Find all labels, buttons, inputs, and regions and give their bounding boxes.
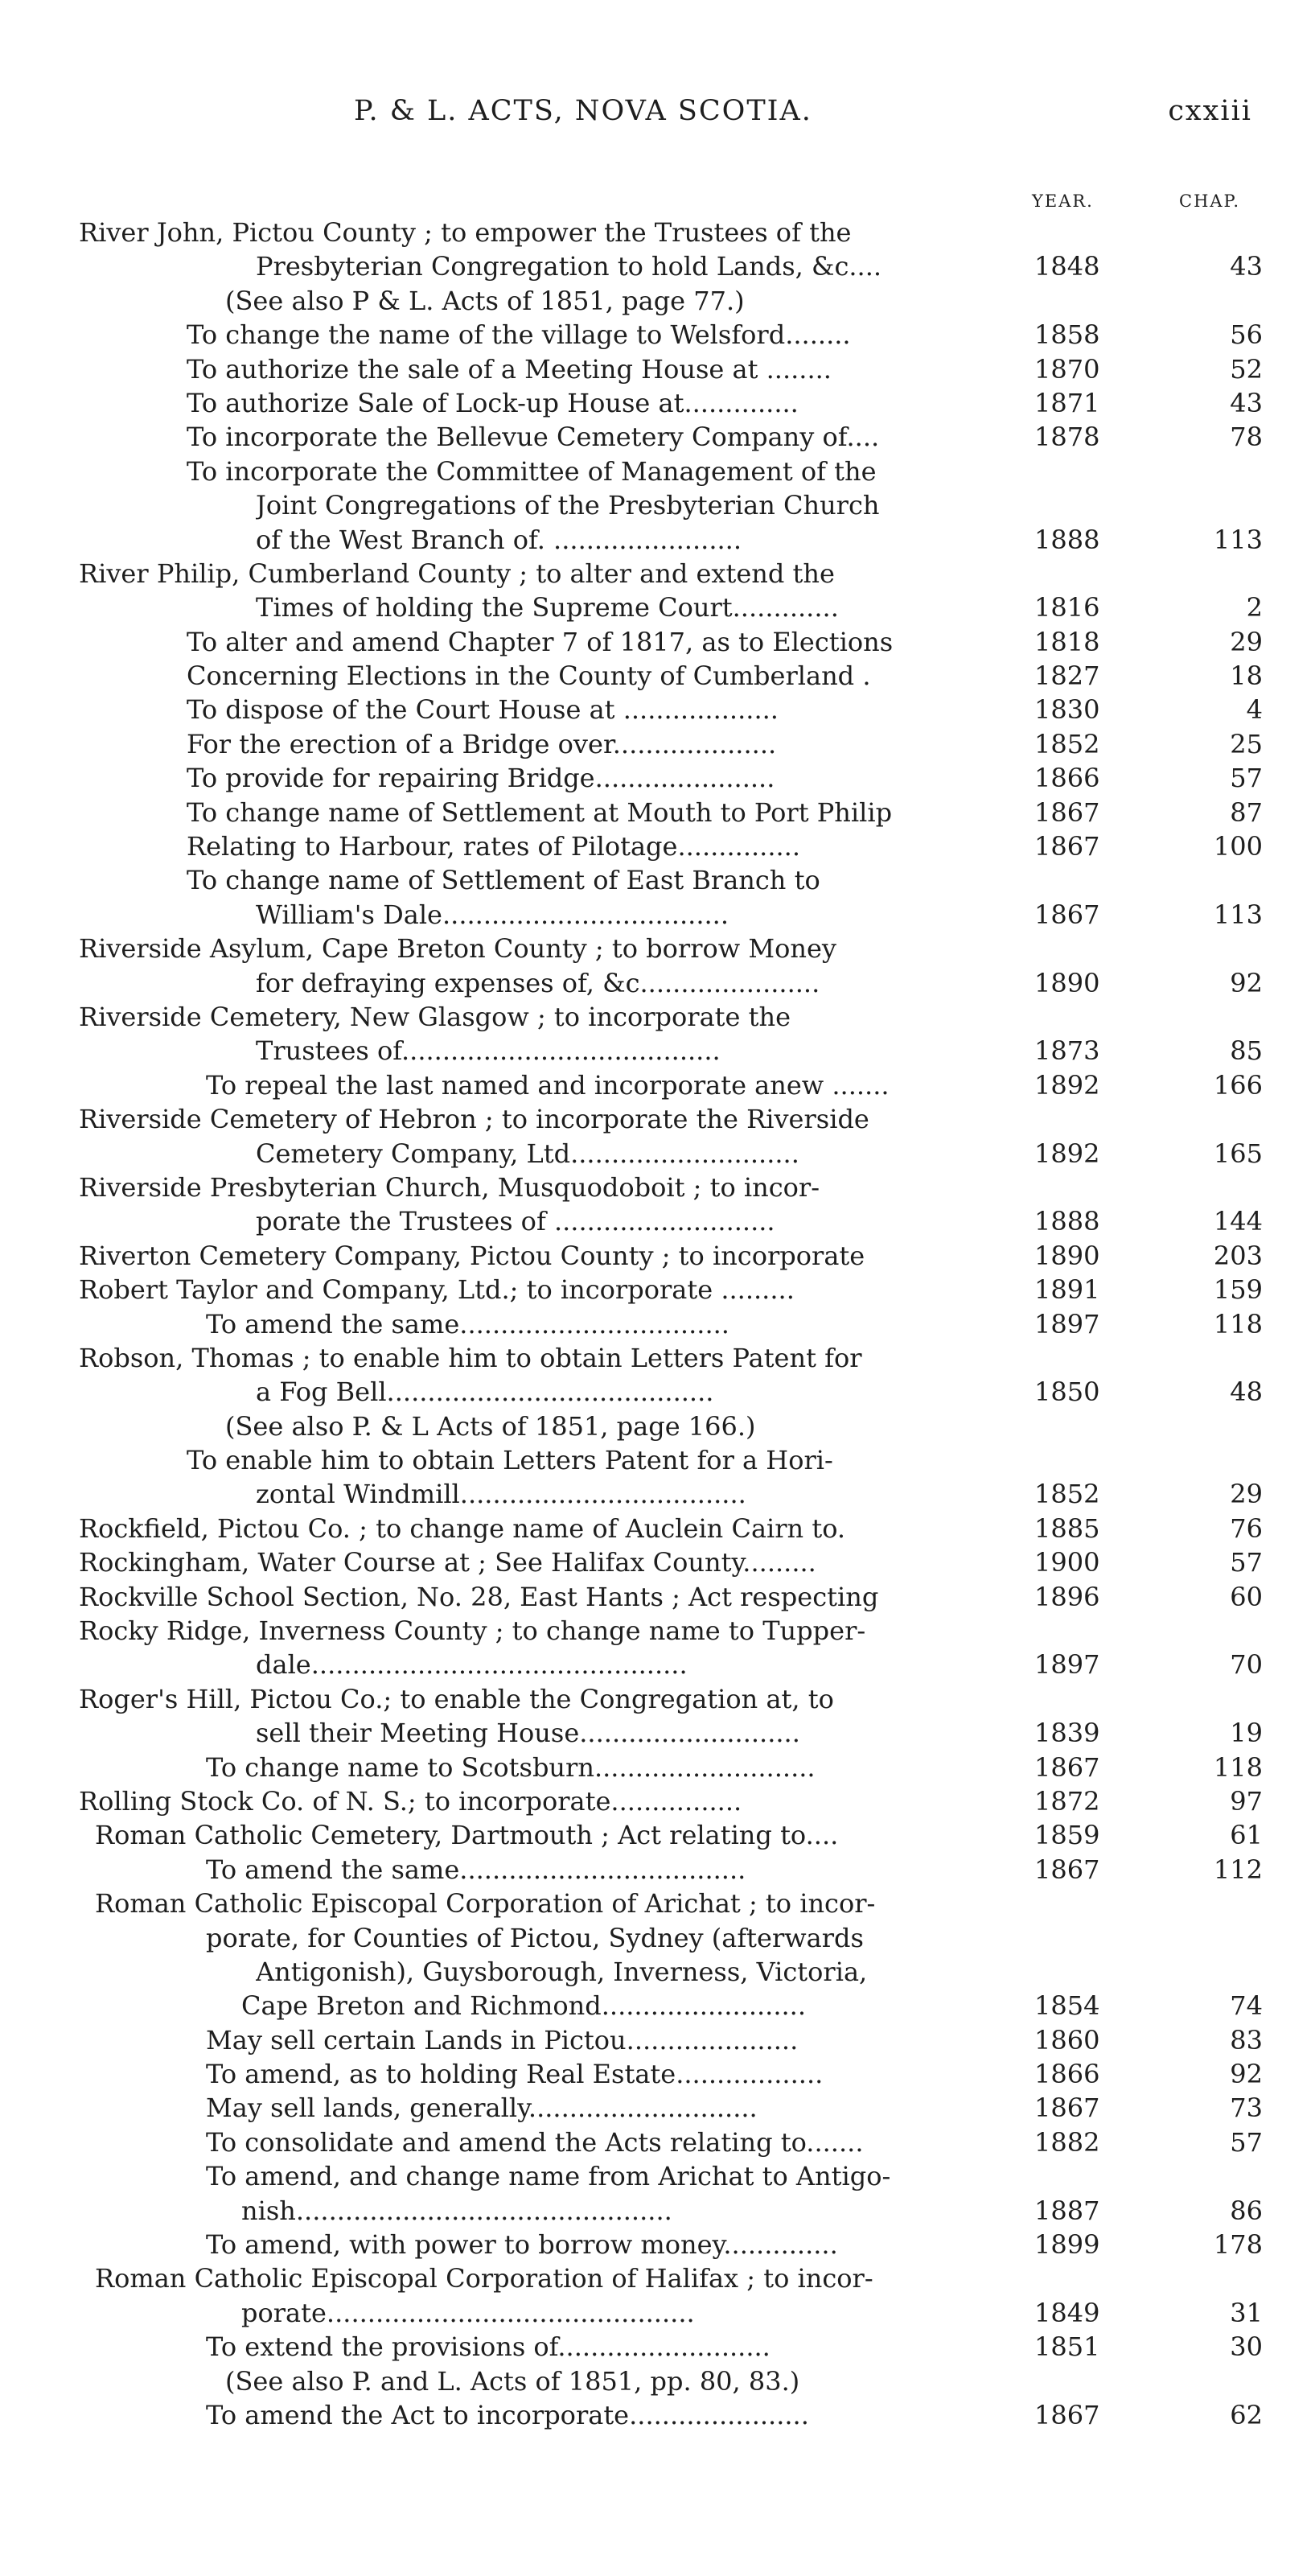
entry-text: Presbyterian Congregation to hold Lands, &c.... bbox=[256, 251, 882, 282]
index-line bbox=[0, 2296, 1315, 2330]
entry-chapter: 30 bbox=[1230, 2331, 1263, 2363]
entry-text: Times of holding the Supreme Court............. bbox=[256, 592, 839, 623]
index-line bbox=[0, 966, 1315, 1000]
entry-year: 1871 bbox=[1034, 387, 1100, 418]
entry-text: a Fog Bell........................................ bbox=[256, 1376, 714, 1408]
page-number: cxxiii bbox=[1168, 95, 1252, 127]
entry-chapter: 97 bbox=[1230, 1785, 1263, 1817]
entry-text: To amend the same................................. bbox=[206, 1308, 729, 1339]
index-line bbox=[0, 1171, 1315, 1204]
entry-text: Roman Catholic Episcopal Corporation of Arichat ; to incor- bbox=[95, 1888, 876, 1920]
entry-text: To amend the Act to incorporate...................... bbox=[206, 2400, 809, 2430]
entry-chapter: 74 bbox=[1230, 1990, 1263, 2022]
index-line bbox=[0, 420, 1315, 454]
index-line bbox=[0, 693, 1315, 726]
entry-text: To change name of Settlement of East Branch to bbox=[187, 865, 820, 896]
index-line bbox=[0, 1068, 1315, 1102]
entry-year: 1892 bbox=[1034, 1138, 1100, 1169]
entry-text: To authorize the sale of a Meeting House at ........ bbox=[187, 353, 832, 385]
index-line bbox=[0, 1989, 1315, 2023]
entry-text: nish.............................................. bbox=[241, 2195, 672, 2226]
index-line bbox=[0, 863, 1315, 897]
entry-text: Concerning Elections in the County of Cumberland . bbox=[187, 660, 871, 692]
entry-year: 1882 bbox=[1034, 2126, 1100, 2158]
entry-year: 1873 bbox=[1034, 1035, 1100, 1067]
index-entries bbox=[0, 216, 1315, 2432]
entry-text: Riverside Cemetery, New Glasgow ; to incorporate the bbox=[79, 1001, 791, 1032]
entry-text: porate, for Counties of Pictou, Sydney (afterwards bbox=[206, 1922, 864, 1953]
entry-text: (See also P & L. Acts of 1851, page 77.) bbox=[225, 285, 745, 316]
entry-text: zontal Windmill................................... bbox=[256, 1479, 746, 1510]
entry-text: To extend the provisions of.......................... bbox=[206, 2331, 771, 2363]
entry-chapter: 92 bbox=[1230, 967, 1263, 998]
index-line bbox=[0, 1307, 1315, 1341]
entry-chapter: 31 bbox=[1230, 2297, 1263, 2328]
entry-chapter: 29 bbox=[1230, 626, 1263, 657]
index-line bbox=[0, 352, 1315, 386]
index-line bbox=[0, 249, 1315, 283]
entry-chapter: 18 bbox=[1230, 660, 1263, 692]
index-line bbox=[0, 727, 1315, 761]
entry-chapter: 165 bbox=[1213, 1138, 1263, 1169]
index-line bbox=[0, 2057, 1315, 2091]
entry-text: To change name to Scotsburn........................... bbox=[206, 1751, 816, 1783]
entry-text: For the erection of a Bridge over.................... bbox=[187, 728, 777, 759]
index-line bbox=[0, 1545, 1315, 1579]
entry-year: 1888 bbox=[1034, 1206, 1100, 1237]
index-line bbox=[0, 284, 1315, 318]
entry-text: To amend, with power to borrow money.............. bbox=[206, 2229, 838, 2261]
entry-chapter: 57 bbox=[1230, 2126, 1263, 2158]
entry-year: 1850 bbox=[1034, 1376, 1100, 1408]
entry-text: To incorporate the Bellevue Cemetery Company of.... bbox=[187, 422, 880, 453]
entry-year: 1867 bbox=[1034, 831, 1100, 862]
entry-text: To authorize Sale of Lock-up House at.............. bbox=[187, 387, 799, 418]
entry-chapter: 78 bbox=[1230, 422, 1263, 453]
entry-chapter: 25 bbox=[1230, 728, 1263, 759]
entry-text: River John, Pictou County ; to empower the Trustees of the bbox=[79, 217, 852, 248]
index-line bbox=[0, 1784, 1315, 1818]
entry-chapter: 85 bbox=[1230, 1035, 1263, 1067]
entry-year: 1866 bbox=[1034, 763, 1100, 794]
index-line bbox=[0, 318, 1315, 352]
index-line bbox=[0, 1273, 1315, 1307]
entry-text: To change the name of the village to Welsford........ bbox=[187, 319, 851, 351]
entry-year: 1852 bbox=[1034, 1479, 1100, 1510]
index-line bbox=[0, 1204, 1315, 1238]
entry-text: To amend the same................................... bbox=[206, 1854, 746, 1885]
index-line bbox=[0, 1102, 1315, 1136]
entry-chapter: 60 bbox=[1230, 1581, 1263, 1612]
entry-chapter: 2 bbox=[1246, 592, 1263, 623]
entry-chapter: 112 bbox=[1213, 1854, 1263, 1885]
index-line bbox=[0, 1034, 1315, 1068]
entry-chapter: 57 bbox=[1230, 1547, 1263, 1578]
entry-year: 1896 bbox=[1034, 1581, 1100, 1612]
index-line bbox=[0, 1580, 1315, 1614]
index-line bbox=[0, 591, 1315, 624]
index-line bbox=[0, 2125, 1315, 2159]
entry-chapter: 92 bbox=[1230, 2059, 1263, 2090]
entry-chapter: 113 bbox=[1213, 899, 1263, 930]
entry-year: 1859 bbox=[1034, 1820, 1100, 1851]
entry-year: 1888 bbox=[1034, 524, 1100, 555]
entry-text: dale.............................................. bbox=[256, 1649, 688, 1681]
entry-year: 1897 bbox=[1034, 1649, 1100, 1681]
index-line bbox=[0, 659, 1315, 693]
entry-year: 1900 bbox=[1034, 1547, 1100, 1578]
entry-chapter: 61 bbox=[1230, 1820, 1263, 1851]
index-line bbox=[0, 796, 1315, 829]
entry-text: Antigonish), Guysborough, Inverness, Victoria, bbox=[256, 1956, 868, 1987]
index-line bbox=[0, 2261, 1315, 2295]
entry-year: 1854 bbox=[1034, 1990, 1100, 2022]
index-line bbox=[0, 1512, 1315, 1545]
entry-year: 1867 bbox=[1034, 2400, 1100, 2430]
entry-chapter: 43 bbox=[1230, 251, 1263, 282]
entry-year: 1866 bbox=[1034, 2059, 1100, 2090]
index-line bbox=[0, 1375, 1315, 1409]
index-line bbox=[0, 1648, 1315, 1681]
index-line bbox=[0, 2228, 1315, 2261]
index-line bbox=[0, 1239, 1315, 1273]
entry-text: (See also P. & L Acts of 1851, page 166.) bbox=[225, 1410, 756, 1442]
index-line bbox=[0, 2330, 1315, 2364]
entry-text: Rocky Ridge, Inverness County ; to change name to Tupper- bbox=[79, 1615, 866, 1647]
entry-year: 1870 bbox=[1034, 353, 1100, 385]
entry-chapter: 178 bbox=[1213, 2229, 1263, 2261]
entry-text: To repeal the last named and incorporate anew ....... bbox=[206, 1069, 890, 1101]
index-line bbox=[0, 1716, 1315, 1750]
entry-year: 1867 bbox=[1034, 2092, 1100, 2124]
index-line bbox=[0, 898, 1315, 932]
entry-text: Roman Catholic Episcopal Corporation of Halifax ; to incor- bbox=[95, 2263, 873, 2294]
entry-text: Rockingham, Water Course at ; See Halifax County......... bbox=[79, 1547, 816, 1578]
index-line bbox=[0, 488, 1315, 522]
index-line bbox=[0, 1921, 1315, 1955]
entry-year: 1851 bbox=[1034, 2331, 1100, 2363]
index-line bbox=[0, 523, 1315, 557]
entry-chapter: 86 bbox=[1230, 2195, 1263, 2226]
index-line bbox=[0, 557, 1315, 591]
entry-chapter: 48 bbox=[1230, 1376, 1263, 1408]
entry-text: Trustees of....................................... bbox=[256, 1035, 721, 1067]
entry-chapter: 118 bbox=[1213, 1308, 1263, 1339]
entry-text: of the West Branch of. ....................... bbox=[256, 524, 742, 555]
entry-text: Riverton Cemetery Company, Pictou County ; to incorporate bbox=[79, 1240, 865, 1271]
column-heading-year: YEAR. bbox=[1032, 191, 1094, 211]
entry-text: To change name of Settlement at Mouth to Port Philip bbox=[187, 796, 893, 828]
entry-chapter: 52 bbox=[1230, 353, 1263, 385]
index-line bbox=[0, 1887, 1315, 1920]
entry-year: 1839 bbox=[1034, 1718, 1100, 1749]
entry-year: 1867 bbox=[1034, 1751, 1100, 1783]
entry-text: To incorporate the Committee of Management of the bbox=[187, 455, 877, 487]
entry-year: 1830 bbox=[1034, 694, 1100, 726]
entry-text: To provide for repairing Bridge...................... bbox=[187, 763, 775, 794]
entry-chapter: 73 bbox=[1230, 2092, 1263, 2124]
entry-year: 1849 bbox=[1034, 2297, 1100, 2328]
entry-year: 1867 bbox=[1034, 796, 1100, 828]
entry-text: Riverside Cemetery of Hebron ; to incorporate the Riverside bbox=[79, 1104, 869, 1135]
entry-year: 1885 bbox=[1034, 1512, 1100, 1544]
entry-year: 1858 bbox=[1034, 319, 1100, 351]
entry-text: Robson, Thomas ; to enable him to obtain Letters Patent for bbox=[79, 1342, 862, 1373]
entry-year: 1887 bbox=[1034, 2195, 1100, 2226]
entry-year: 1872 bbox=[1034, 1785, 1100, 1817]
index-line bbox=[0, 1614, 1315, 1648]
entry-year: 1878 bbox=[1034, 422, 1100, 453]
entry-year: 1890 bbox=[1034, 1240, 1100, 1271]
entry-year: 1899 bbox=[1034, 2229, 1100, 2261]
entry-year: 1827 bbox=[1034, 660, 1100, 692]
entry-chapter: 62 bbox=[1230, 2400, 1263, 2430]
index-line bbox=[0, 1853, 1315, 1887]
entry-chapter: 56 bbox=[1230, 319, 1263, 351]
entry-text: for defraying expenses of, &c...................... bbox=[256, 967, 820, 998]
index-line bbox=[0, 1477, 1315, 1511]
entry-year: 1818 bbox=[1034, 626, 1100, 657]
entry-year: 1867 bbox=[1034, 899, 1100, 930]
index-line bbox=[0, 1000, 1315, 1034]
index-line bbox=[0, 455, 1315, 488]
index-line bbox=[0, 2159, 1315, 2193]
index-line bbox=[0, 761, 1315, 795]
entry-text: Robert Taylor and Company, Ltd.; to incorporate ......... bbox=[79, 1274, 795, 1306]
entry-year: 1848 bbox=[1034, 251, 1100, 282]
index-line bbox=[0, 386, 1315, 420]
entry-chapter: 70 bbox=[1230, 1649, 1263, 1681]
entry-chapter: 4 bbox=[1246, 694, 1263, 726]
index-line bbox=[0, 1409, 1315, 1443]
entry-text: porate the Trustees of ........................... bbox=[256, 1206, 775, 1237]
entry-chapter: 57 bbox=[1230, 763, 1263, 794]
entry-text: May sell certain Lands in Pictou..................... bbox=[206, 2024, 799, 2055]
entry-year: 1867 bbox=[1034, 1854, 1100, 1885]
entry-text: Relating to Harbour, rates of Pilotage............... bbox=[187, 831, 801, 862]
entry-text: porate............................................. bbox=[241, 2297, 695, 2328]
entry-text: (See also P. and L. Acts of 1851, pp. 80, 83.) bbox=[225, 2365, 800, 2397]
entry-year: 1891 bbox=[1034, 1274, 1100, 1306]
entry-text: Rockville School Section, No. 28, East Hants ; Act respecting bbox=[79, 1581, 879, 1612]
entry-text: To enable him to obtain Letters Patent for a Hori- bbox=[187, 1445, 833, 1476]
page-header bbox=[0, 95, 1315, 151]
entry-year: 1897 bbox=[1034, 1308, 1100, 1339]
entry-year: 1852 bbox=[1034, 728, 1100, 759]
index-line bbox=[0, 2194, 1315, 2228]
entry-year: 1860 bbox=[1034, 2024, 1100, 2055]
entry-text: sell their Meeting House........................... bbox=[256, 1718, 800, 1749]
entry-chapter: 19 bbox=[1230, 1718, 1263, 1749]
index-line bbox=[0, 1682, 1315, 1716]
index-line bbox=[0, 829, 1315, 863]
entry-text: To dispose of the Court House at ................... bbox=[187, 694, 779, 726]
entry-text: William's Dale................................... bbox=[256, 899, 729, 930]
index-line bbox=[0, 625, 1315, 659]
index-line bbox=[0, 1341, 1315, 1375]
entry-chapter: 29 bbox=[1230, 1479, 1263, 1510]
column-heading-chap: CHAP. bbox=[1179, 191, 1241, 211]
entry-text: Roger's Hill, Pictou Co.; to enable the Congregation at, to bbox=[79, 1683, 834, 1714]
entry-text: To consolidate and amend the Acts relating to....... bbox=[206, 2126, 864, 2158]
entry-text: To alter and amend Chapter 7 of 1817, as to Elections bbox=[187, 626, 894, 657]
index-line bbox=[0, 216, 1315, 249]
entry-text: Riverside Asylum, Cape Breton County ; to borrow Money bbox=[79, 933, 836, 965]
index-line bbox=[0, 2023, 1315, 2057]
entry-text: Roman Catholic Cemetery, Dartmouth ; Act relating to.... bbox=[95, 1820, 839, 1851]
entry-chapter: 100 bbox=[1213, 831, 1263, 862]
entry-year: 1816 bbox=[1034, 592, 1100, 623]
entry-chapter: 113 bbox=[1213, 524, 1263, 555]
entry-text: Joint Congregations of the Presbyterian Church bbox=[256, 490, 880, 521]
entry-year: 1890 bbox=[1034, 967, 1100, 998]
entry-chapter: 43 bbox=[1230, 387, 1263, 418]
entry-text: Cemetery Company, Ltd............................ bbox=[256, 1138, 799, 1169]
entry-chapter: 159 bbox=[1213, 1274, 1263, 1306]
entry-text: Rockfield, Pictou Co. ; to change name of Auclein Cairn to. bbox=[79, 1512, 846, 1544]
index-line bbox=[0, 1443, 1315, 1477]
index-line bbox=[0, 1137, 1315, 1171]
entry-year: 1892 bbox=[1034, 1069, 1100, 1101]
entry-text: To amend, and change name from Arichat to Antigo- bbox=[206, 2161, 891, 2192]
entry-chapter: 83 bbox=[1230, 2024, 1263, 2055]
entry-chapter: 166 bbox=[1213, 1069, 1263, 1101]
entry-chapter: 87 bbox=[1230, 796, 1263, 828]
entry-text: Riverside Presbyterian Church, Musquodoboit ; to incor- bbox=[79, 1171, 820, 1203]
index-line bbox=[0, 2364, 1315, 2398]
entry-chapter: 118 bbox=[1213, 1751, 1263, 1783]
entry-text: To amend, as to holding Real Estate.................. bbox=[206, 2059, 824, 2090]
index-line bbox=[0, 2091, 1315, 2125]
entry-chapter: 144 bbox=[1213, 1206, 1263, 1237]
index-line bbox=[0, 932, 1315, 965]
index-line bbox=[0, 1955, 1315, 1989]
index-line bbox=[0, 2398, 1315, 2432]
entry-chapter: 76 bbox=[1230, 1512, 1263, 1544]
index-line bbox=[0, 1751, 1315, 1784]
entry-text: Rolling Stock Co. of N. S.; to incorporate................ bbox=[79, 1785, 742, 1817]
entry-text: River Philip, Cumberland County ; to alter and extend the bbox=[79, 558, 835, 589]
entry-text: May sell lands, generally............................ bbox=[206, 2092, 758, 2124]
entry-text: Cape Breton and Richmond......................... bbox=[241, 1990, 807, 2022]
running-title: P. & L. ACTS, NOVA SCOTIA. bbox=[354, 95, 812, 127]
index-line bbox=[0, 1818, 1315, 1852]
entry-chapter: 203 bbox=[1213, 1240, 1263, 1271]
